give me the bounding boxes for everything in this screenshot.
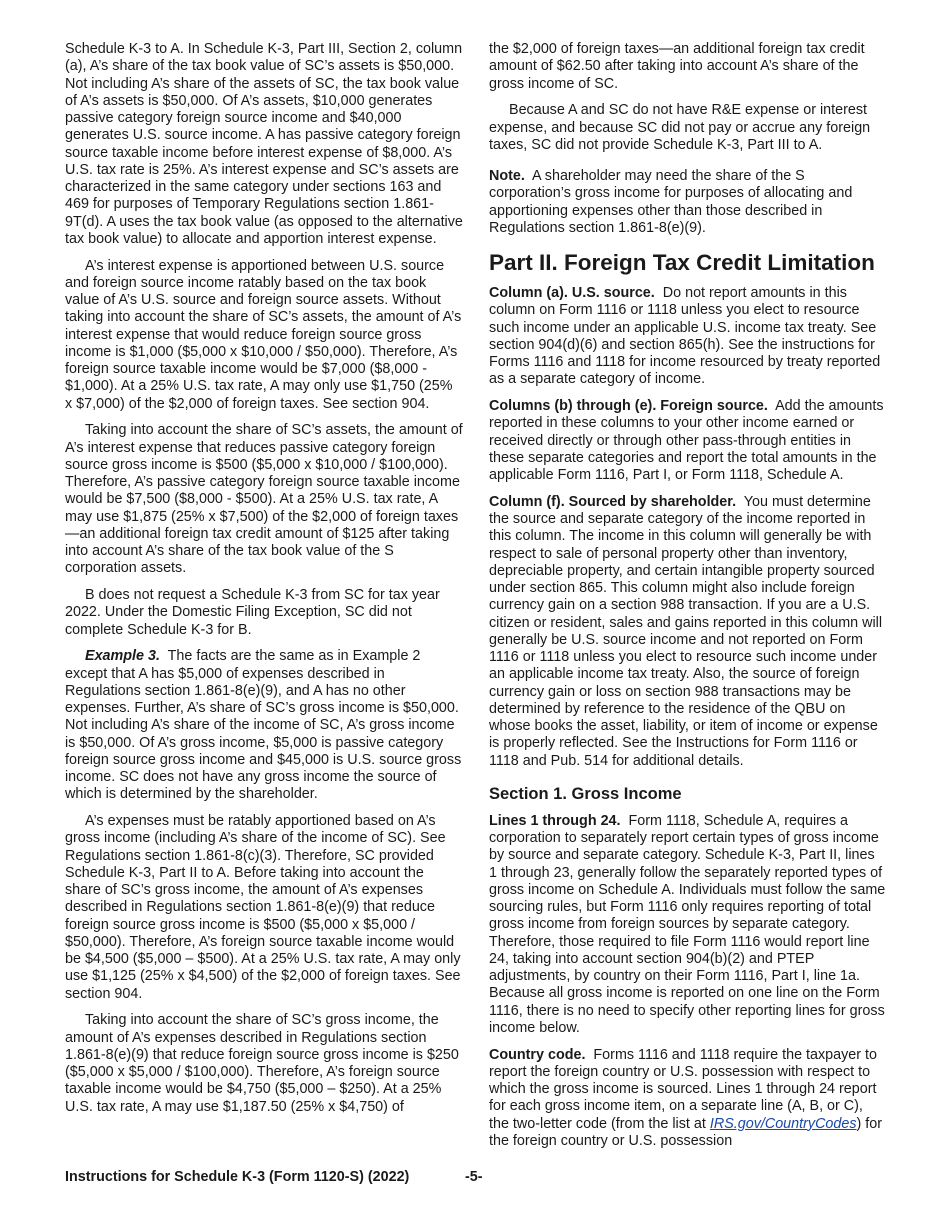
country-code-paragraph [489,1047,886,1151]
right-paragraph-2: Because A and SC do not have R&E expense or interest expense, and because SC did not pay or accrue any foreign taxes, SC did not provide Schedule K-3, Part III to A. [489,102,871,153]
left-paragraph-7: Taking into account the share of SC’s gross income, the amount of A’s expenses described in Regulations section 1.861-8(e)(9) that reduce foreign source gross income is $250 ($5,000 x $5,000 / $100,000). Therefore, A’s foreign source taxable income would be $4,750 ($5,000 – $250). At a 25% U.S. tax rate, A may use $1,187.50 (25% x $4,750) of [65,1012,459,1115]
example-3-label: Example 3. [85,648,160,665]
left-paragraph-3: Taking into account the share of SC’s assets, the amount of A’s interest expense that reduces passive category foreign source gross income is $500 ($5,000 x $10,000 / $100,000). Therefore, A’s passive category foreign source taxable income would be $7,500 ($8,000 - $500). At a 25% U.S. tax rate, A may use $1,875 (25% x $7,500) of the $2,000 of foreign taxes—an additional foreign tax credit amount of $125 after taking into account A’s share of the tax book value of the S corporation assets. [65,422,463,577]
country-code-label: Country code. [489,1046,586,1063]
columns-b-e-label: Columns (b) through (e). Foreign source. [489,398,768,414]
note-text: A shareholder may need the share of the S corporation’s gross income for purposes of allocating and apportioning expenses other than those described in Regulations section 1.861-8(e)(9). [489,168,853,236]
column-f-text: You must determine the source and separate category of the income reported in this column. The income in this column will generally be with respect to sale of personal property other than inventory, depreciable property, and certain intangible property sourced under section 865. This column might also include foreign currency gain on a section 988 transaction. If you are a U.S. citizen or resident, sales and gains reported in this column will generally be U.S. source income and not reported on Form 1116 or 1118 unless you elect to resource such income under an applicable income tax treaty. Also, the source of foreign currency gain or loss on section 988 transactions may be determined by reference to the residence of the QBU on whose books the asset, liability, or item of income or expense is properly reflected. See the Instructions for Form 1116 or 1118 and Pub. 514 for additional details. [489,493,883,769]
lines-1-24-text: Form 1118, Schedule A, requires a corporation to separately report certain types of gross income by source and separate category. Schedule K-3, Part II, lines 1 through 23, generally follow the separately reported types of gross income on Schedule A. Individuals must follow the same sourcing rules, but Form 1116 only requires reporting of total gross income from foreign sources by separate category. Therefore, those required to file Form 1116 would report line 24, taking into account section 904(b)(2) and PTEP adjustments, by country on their Form 1116, Part I, line 1a. Because all gross income is reported on one line on the Form 1116, there is no need to specify other reporting lines for gross income below. [489,812,886,1036]
example-3-text: The facts are the same as in Example 2 except that A has $5,000 of expenses described in Regulations section 1.861-8(e)(9), and A has no other expenses. Further, A’s share of SC’s gross income is $50,000. Not including A’s share of the income of SC, A’s gross income is $50,000. Of A’s gross income, $5,000 is passive category foreign source gross income and $45,000 is U.S. source gross income. SC does not have any gross income the source of which is determined by the shareholder. [65,648,462,803]
left-column [65,41,463,1125]
part-2-heading: Part II. Foreign Tax Credit Limitation [489,250,875,275]
columns-b-e-paragraph [489,398,886,484]
right-column [489,41,886,1160]
country-codes-link[interactable]: IRS.gov/CountryCodes [709,1115,857,1132]
left-paragraph-6: A’s expenses must be ratably apportioned based on A’s gross income (including A’s share of the income of SC). See Regulations section 1.861-8(c)(3). Therefore, SC provided Schedule K-3, Part II to A. Before taking into account the share of SC’s gross income, the amount of A’s expenses described in Regulations section 1.861-8(e)(9) that reduce foreign source gross income is $500 ($5,000 x $5,000 / $50,000). Therefore, A’s foreign source taxable income would be $4,500 ($5,000 – $500). At a 25% U.S. tax rate, A may only use $1,125 (25% x $4,500) of the $2,000 of foreign taxes. See section 904. [65,813,461,1002]
note-paragraph [489,168,886,237]
section-1-heading: Section 1. Gross Income [489,784,682,803]
column-a-text: Do not report amounts in this column on Form 1116 or 1118 unless you elect to resource such income under an applicable U.S. income tax treaty. See section 904(d)(6) and section 865(h). See the instructions for Forms 1116 and 1118 for income resourced by treaty reported as a separate category of income. [489,285,881,388]
columns-b-e-text: Add the amounts reported in these columns to your other income earned or received directly or through other pass-through entities in these separate categories and report the total amounts in the applicable Form 1116, Part I, or Form 1118, Schedule A. [489,398,884,483]
left-paragraph-2: A’s interest expense is apportioned between U.S. source and foreign source income ratably based on the tax book value of A’s U.S. source and foreign source assets. Without taking into account the share of SC’s assets, the amount of A’s interest expense that would reduce foreign source gross income is $1,000 ($5,000 x $10,000 / $50,000). Therefore, A’s foreign source taxable income would be $7,000 ($8,000 - $1,000). At a 25% U.S. tax rate, A may only use $1,750 (25% x $7,000) of the $2,000 of foreign taxes. See section 904. [65,257,462,412]
country-code-text: Forms 1116 and 1118 require the taxpayer to report the foreign country or U.S. possession with respect to which the gross income is sourced. Lines 1 through 24 report for each gross income item, on a separate line (A, B, or C), the two-letter code (from the list at [489,1046,878,1132]
footer-title: Instructions for Schedule K-3 (Form 1120-S) (2022) [65,1169,410,1185]
country-code-text-end: ) for the foreign country or U.S. possession [489,1115,883,1149]
column-a-paragraph [489,285,886,389]
example-3-paragraph [65,648,463,803]
lines-1-24-paragraph [489,813,886,1037]
column-f-label: Column (f). Sourced by shareholder. [489,493,737,510]
left-paragraph-1: Schedule K-3 to A. In Schedule K-3, Part III, Section 2, column (a), A’s share of the tax book value of SC’s assets is $50,000. Not including A’s share of the assets of SC, the tax book value of A’s assets is $50,000. Of A’s assets, $10,000 generates passive category foreign source income and $40,000 generates U.S. source income. A has passive category foreign source taxable income before interest expense of $8,000. A’s U.S. tax rate is 25%. A’s interest expense and SC’s assets are characterized in the same category under sections 163 and 469 for purposes of Temporary Regulations section 1.861-9T(d). A uses the tax book value (as opposed to the alternative tax book value) to allocate and apportion interest expense. [65,41,463,247]
column-f-paragraph [489,494,886,770]
lines-1-24-label: Lines 1 through 24. [489,812,621,829]
note-label: Note. [489,168,525,184]
right-paragraph-1: the $2,000 of foreign taxes—an additional foreign tax credit amount of $62.50 after taking into account A’s share of the gross income of SC. [489,41,865,92]
page-number: -5- [465,1169,483,1185]
left-paragraph-4: B does not request a Schedule K-3 from SC for tax year 2022. Under the Domestic Filing Exception, SC did not complete Schedule K-3 for B. [65,587,440,638]
column-a-label: Column (a). U.S. source. [489,285,655,301]
